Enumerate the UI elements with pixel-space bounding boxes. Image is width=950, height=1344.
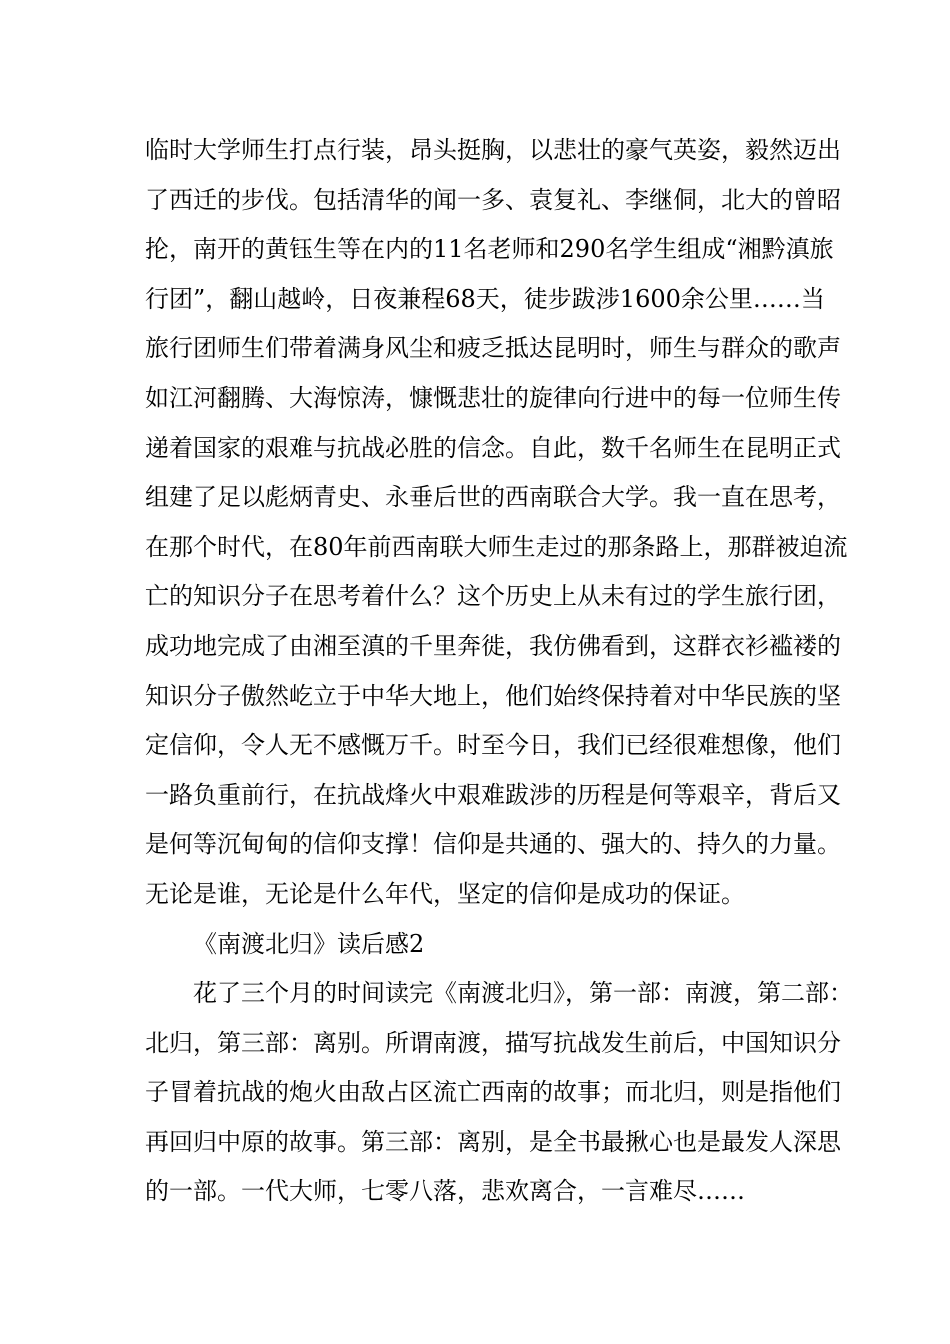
text-line: 亡的知识分子在思考着什么？这个历史上从未有过的学生旅行团， — [145, 582, 841, 611]
text-line: 一路负重前行，在抗战烽火中艰难跋涉的历程是何等艰辛，背后又 — [145, 780, 841, 809]
text-line: 是何等沉甸甸的信仰支撑！信仰是共通的、强大的、持久的力量。 — [145, 830, 841, 859]
section-heading: 《南渡北归》读后感2 — [193, 929, 425, 958]
text-line: 定信仰，令人无不感慨万千。时至今日，我们已经很难想像，他们 — [145, 731, 841, 760]
document-body — [145, 126, 853, 1217]
text-line: 递着国家的艰难与抗战必胜的信念。自此，数千名师生在昆明正式 — [145, 433, 841, 462]
text-line: 如江河翻腾、大海惊涛，慷慨悲壮的旋律向行进中的每一位师生传 — [145, 383, 841, 412]
text-line: 花了三个月的时间读完《南渡北归》，第一部：南渡，第二部： — [193, 979, 853, 1008]
text-line: 子冒着抗战的炮火由敌占区流亡西南的故事；而北归，则是指他们 — [145, 1078, 841, 1107]
text-line: 无论是谁，无论是什么年代，坚定的信仰是成功的保证。 — [145, 879, 745, 908]
text-line: 临时大学师生打点行装，昂头挺胸，以悲壮的豪气英姿，毅然迈出 — [145, 136, 841, 164]
text-line: 再回归中原的故事。第三部：离别，是全书最揪心也是最发人深思 — [145, 1127, 841, 1156]
text-line: 在那个时代，在80年前西南联大师生走过的那条路上，那群被迫流 — [145, 532, 848, 561]
text-line: 成功地完成了由湘至滇的千里奔徙，我仿佛看到，这群衣衫褴褛的 — [145, 631, 841, 660]
text-line: 行团”，翻山越岭，日夜兼程68天，徒步跋涉1600余公里……当 — [145, 284, 825, 313]
text-line: 组建了足以彪炳青史、永垂后世的西南联合大学。我一直在思考， — [145, 483, 841, 512]
text-line: 北归，第三部：离别。所谓南渡，描写抗战发生前后，中国知识分 — [145, 1028, 841, 1057]
text-line: 旅行团师生们带着满身风尘和疲乏抵达昆明时，师生与群众的歌声 — [145, 334, 841, 363]
text-line: 的一部。一代大师，七零八落，悲欢离合，一言难尽…… — [145, 1177, 745, 1206]
text-line: 抡，南开的黄钰生等在内的11名老师和290名学生组成“湘黔滇旅 — [145, 235, 834, 264]
text-line: 知识分子傲然屹立于中华大地上，他们始终保持着对中华民族的坚 — [145, 681, 841, 710]
text-line: 了西迁的步伐。包括清华的闻一多、袁复礼、李继侗，北大的曾昭 — [145, 185, 841, 214]
